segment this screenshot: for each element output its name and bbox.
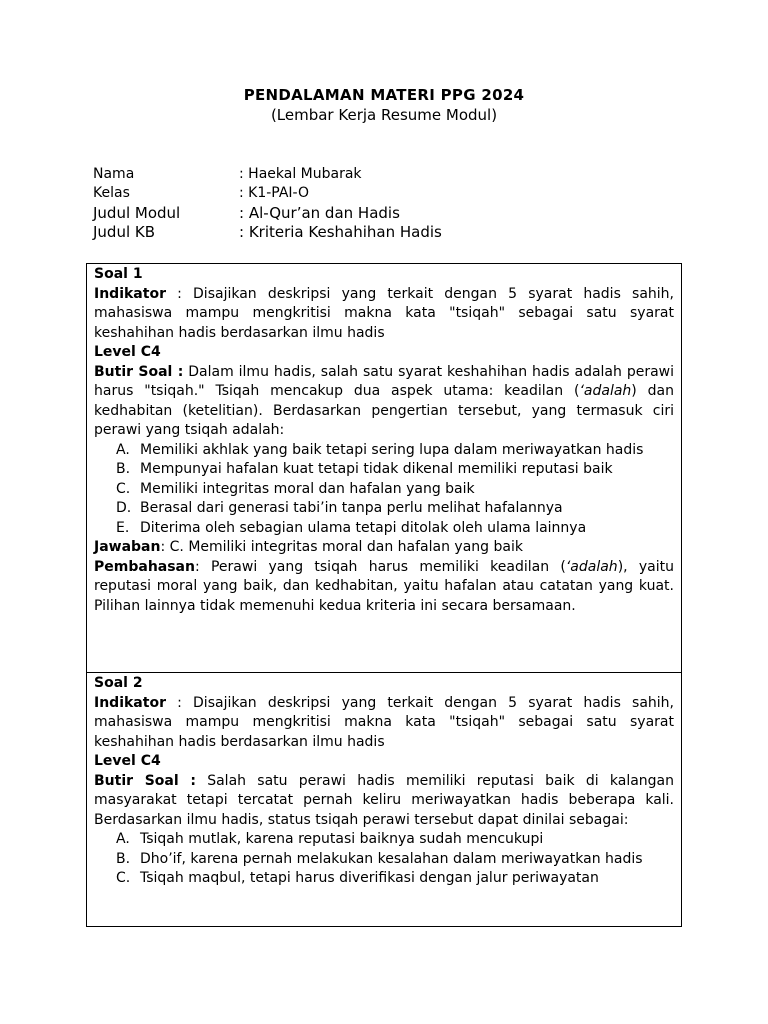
document-title: PENDALAMAN MATERI PPG 2024: [243, 86, 525, 104]
option-b: B. Dho’if, karena pernah melakukan kesalahan dalam meriwayatkan hadis: [116, 850, 643, 867]
option-d: D. Berasal dari generasi tabi’in tanpa perlu melihat hafalannya: [116, 500, 563, 516]
indikator-text: : Disajikan deskripsi yang terkait dengan 5 syarat hadis sahih, mahasiswa mampu mengkritisi makna kata "tsiqah" sebagai satu syarat keshahihan hadis berdasarkan ilmu hadis: [94, 285, 674, 341]
indikator-paragraph: [94, 694, 674, 753]
option-a: A. Memiliki akhlak yang baik tetapi sering lupa dalam meriwayatkan hadis: [116, 441, 644, 458]
butir-soal-paragraph: Butir Soal : Salah satu perawi hadis memiliki reputasi baik di kalangan masyarakat tetapi tercatat pernah keliru meriwayatkan hadis beberapa kali. Berdasarkan ilmu hadis, status tsiqah perawi tersebut dapat dinilai sebagai:: [94, 772, 675, 828]
indikator-label: Indikator: [94, 694, 166, 711]
option-c: C. Memiliki integritas moral dan hafalan yang baik: [116, 480, 475, 497]
butir-label: Butir Soal :: [94, 772, 196, 789]
option-c: C. Tsiqah maqbul, tetapi harus diverifikasi dengan jalur periwayatan: [116, 870, 599, 886]
option-b: B. Mempunyai hafalan kuat tetapi tidak dikenal memiliki reputasi baik: [116, 461, 613, 477]
question-heading: Soal 1: [94, 266, 143, 282]
meta-value: : Al-Qur’an dan Hadis: [239, 203, 400, 222]
meta-row-kelas: [93, 184, 442, 204]
answer-options: [94, 830, 674, 889]
question-box-2: [86, 672, 682, 927]
meta-value: : Haekal Mubarak: [239, 165, 362, 182]
level-label: Level C4: [94, 344, 161, 360]
question-box-1: [86, 263, 682, 673]
meta-row-nama: [93, 164, 442, 184]
meta-label: Judul KB: [93, 223, 156, 242]
option-a: A. Tsiqah mutlak, karena reputasi baiknya sudah mencukupi: [116, 831, 544, 847]
document-subtitle: (Lembar Kerja Resume Modul): [270, 106, 498, 124]
meta-value: : Kriteria Keshahihan Hadis: [239, 223, 442, 242]
pembahasan-label: Pembahasan: [94, 558, 195, 575]
answer-options: [94, 441, 674, 539]
meta-value: : K1-PAI-O: [239, 185, 310, 202]
indikator-label: Indikator: [94, 285, 166, 302]
indikator-paragraph: [94, 285, 674, 344]
option-e: E. Diterima oleh sebagian ulama tetapi ditolak oleh ulama lainnya: [116, 519, 587, 536]
butir-label: Butir Soal :: [94, 363, 184, 380]
meta-label: Kelas: [93, 185, 130, 202]
question-heading: Soal 2: [94, 675, 143, 691]
indikator-text: : Disajikan deskripsi yang terkait dengan 5 syarat hadis sahih, mahasiswa mampu mengkritisi makna kata "tsiqah" sebagai satu syarat keshahihan hadis berdasarkan ilmu hadis: [94, 694, 674, 750]
pembahasan-paragraph: Pembahasan: Perawi yang tsiqah harus memiliki keadilan (‘adalah), yaitu reputasi moral yang baik, dan kedhabitan, yaitu hafalan atau catatan yang kuat. Pilihan lainnya tidak memenuhi kedua kriteria ini secara bersamaan.: [94, 558, 674, 614]
identity-block: [93, 164, 442, 242]
meta-label: Nama: [93, 165, 135, 182]
meta-label: Judul Modul: [93, 203, 181, 222]
jawaban-label: Jawaban: [94, 539, 161, 555]
level-label: Level C4: [94, 753, 161, 769]
meta-row-judul-kb: [93, 223, 442, 243]
meta-row-judul-modul: [93, 203, 442, 223]
jawaban-paragraph: Jawaban: C. Memiliki integritas moral dan hafalan yang baik: [94, 539, 523, 555]
butir-soal-paragraph: Butir Soal : Dalam ilmu hadis, salah satu syarat keshahihan hadis adalah perawi harus "tsiqah." Tsiqah mencakup dua aspek utama: keadilan (‘adalah) dan kedhabitan (ketelitian). Berdasarkan pengertian tersebut, yang termasuk ciri perawi yang tsiqah adalah:: [94, 363, 674, 438]
